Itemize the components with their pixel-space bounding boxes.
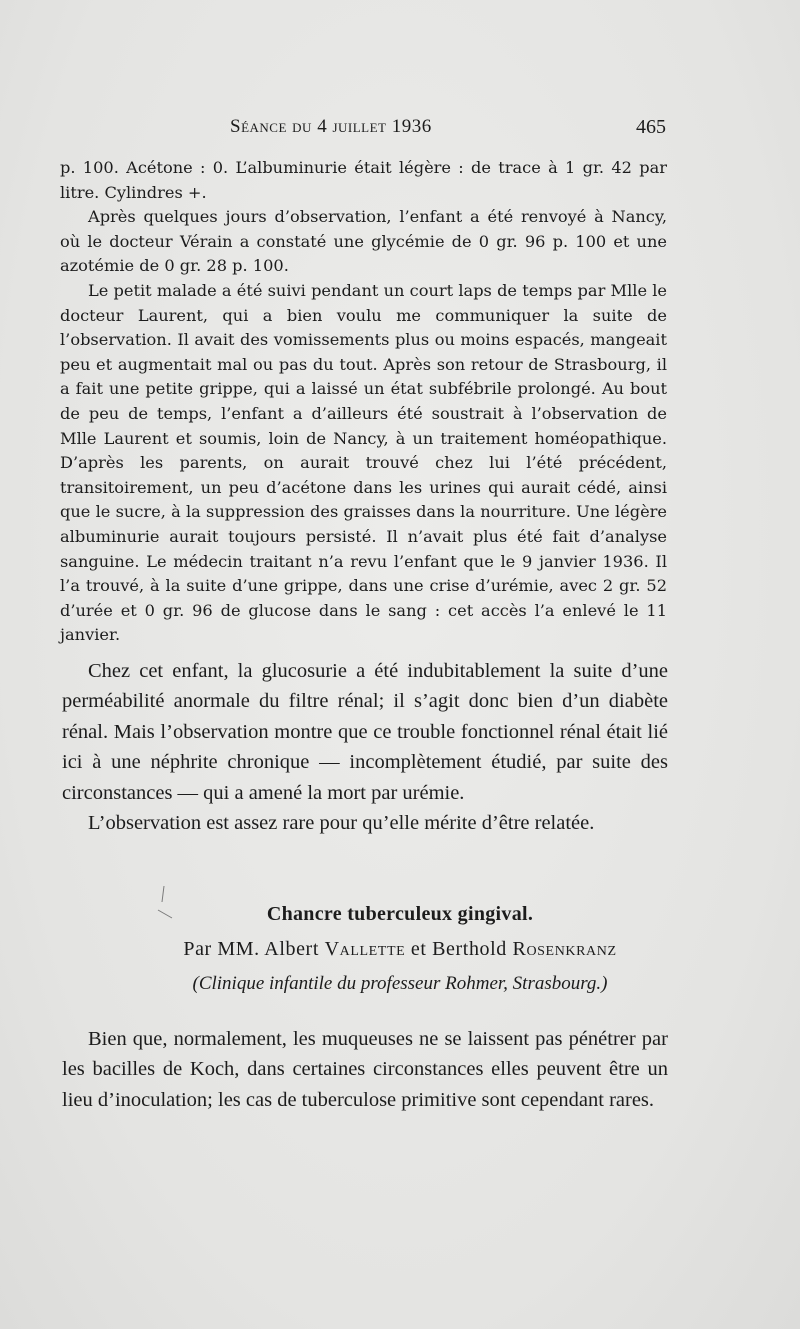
running-head xyxy=(230,116,432,138)
running-head-month: juillet xyxy=(332,116,387,137)
page-number: 465 xyxy=(636,116,666,138)
article-intro-paragraph: Bien que, normalement, les muqueuses ne se laissent pas pénétrer par les bacilles de Koch, dans certaines circonstances elles peuvent être un lieu d’inoculation; les cas de tuberculose primitive sont cependant rares. xyxy=(62,1028,668,1111)
article-authors xyxy=(0,938,800,961)
conclusion-paragraph: L’observation est assez rare pour qu’elle mérite d’être relatée. xyxy=(88,812,595,835)
authors-prefix: Par MM. Albert xyxy=(183,938,319,960)
running-head-day: 4 xyxy=(317,116,328,137)
article-title: Chancre tuberculeux gingival. xyxy=(266,903,534,925)
author2-surname: Rosenkranz xyxy=(512,938,617,960)
author1-surname: Vallette xyxy=(324,938,406,960)
conclusion-paragraph: Chez cet enfant, la glucosurie a été indubitablement la suite d’une perméabilité anormale du filtre rénal; il s’agit donc bien d’un diabète rénal. Mais l’observation montre que ce trouble fonctionnel rénal était lié ici à une néphrite chronique — incomplètement étudié, par suite des circonstances — qui a amené la mort par urémie. xyxy=(62,660,668,804)
running-head-year: 1936 xyxy=(391,116,432,137)
conclusion-text xyxy=(62,656,668,838)
authors-conjunction: et Berthold xyxy=(410,938,507,960)
case-paragraph: Le petit malade a été suivi pendant un court laps de temps par Mlle le docteur Laurent, qui a bien voulu me communiquer la suite de l’observation. Il avait des vomissements plus ou moins espacés, mangeait peu et augmentait mal ou pas du tout. Après son retour de Strasbourg, il a fait une petite grippe, qui a laissé un état subfébrile prolongé. Au bout de peu de temps, l’enfant a d’ailleurs été soustrait à l’observation de Mlle Laurent et soumis, loin de Nancy, à un traitement homéopathique. D’après les parents, on aurait trouvé chez lui l’été précédent, transitoirement, un peu d’acétone dans les urines qui aurait cédé, ainsi que le sucre, à la suppression des graisses dans la nourriture. Une légère albuminurie aurait toujours persisté. Il n’avait plus été fait d’analyse sanguine. Le médecin traitant n’a revu l’enfant que le 9 janvier 1936. Il l’a trouvé, à la suite d’une grippe, dans une crise d’urémie, avec 2 gr. 52 d’urée et 0 gr. 96 de glucose dans le sang : cet accès l’a enlevé le 11 janvier. xyxy=(60,280,667,645)
article-affiliation: (Clinique infantile du professeur Rohmer, Strasbourg.) xyxy=(192,973,608,994)
article-intro-text xyxy=(62,1024,668,1115)
case-report-text xyxy=(60,156,667,648)
case-paragraph: Après quelques jours d’observation, l’enfant a été renvoyé à Nancy, où le docteur Vérain a constaté une glycémie de 0 gr. 96 p. 100 et une azotémie de 0 gr. 28 p. 100. xyxy=(60,207,667,276)
case-paragraph: p. 100. Acétone : 0. L’albuminurie était légère : de trace à 1 gr. 42 par litre. Cylindres +. xyxy=(60,158,667,202)
running-head-prefix: Séance du xyxy=(230,116,312,137)
page-header xyxy=(60,116,666,146)
